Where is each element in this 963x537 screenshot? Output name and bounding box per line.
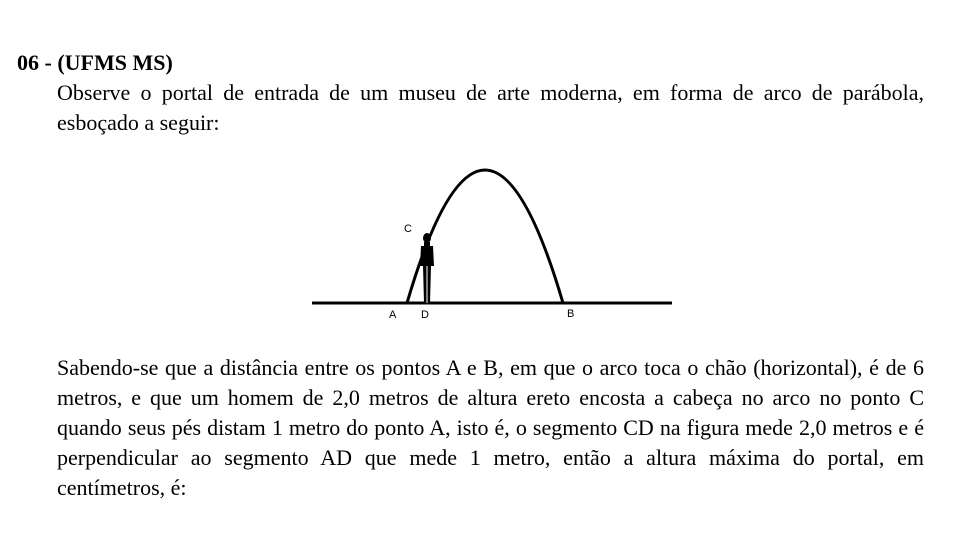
man-silhouette-icon: [420, 233, 434, 303]
question-intro: Observe o portal de entrada de um museu de arte moderna, em forma de arco de parábola, esboçado a seguir:: [57, 80, 924, 135]
question-body: Sabendo-se que a distância entre os pontos A e B, em que o arco toca o chão (horizontal), é de 6 metros, e que um homem de 2,0 metros de altura ereto encosta a cabeça no arco no ponto C quando seus pés distam 1 metro do ponto A, isto é, o segmento CD na figura mede 2,0 metros e é perpendicular ao segmento AD que mede 1 metro, então a altura máxima do portal, em centímetros, é:: [57, 355, 924, 500]
label-a: A: [389, 309, 397, 321]
label-c: C: [404, 223, 412, 235]
label-b: B: [567, 308, 575, 320]
question-header: 06 - (UFMS MS): [17, 50, 173, 75]
label-d: D: [421, 309, 429, 321]
parabola-arch-figure: [300, 160, 680, 330]
